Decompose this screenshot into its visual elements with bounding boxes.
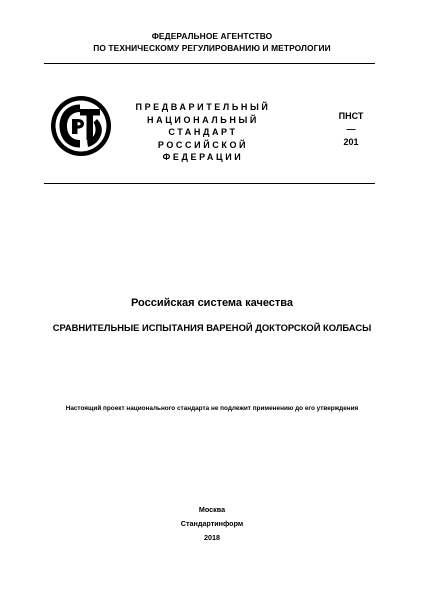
imprint-publisher: Стандартинформ xyxy=(180,519,244,528)
standard-type-line: ФЕДЕРАЦИИ xyxy=(162,152,244,162)
publisher-imprint xyxy=(0,503,424,545)
series-title: Российская система качества xyxy=(130,297,294,309)
imprint-year: 2018 xyxy=(204,533,220,542)
agency-header xyxy=(0,30,424,54)
gost-r-logo-icon xyxy=(50,95,112,157)
standard-type-line: РОССИЙСКОЙ xyxy=(157,139,249,150)
top-divider xyxy=(44,63,375,64)
imprint-city: Москва xyxy=(198,505,226,514)
bottom-divider xyxy=(44,183,375,184)
agency-line-2: ПО ТЕХНИЧЕСКОМУ РЕГУЛИРОВАНИЮ И МЕТРОЛОГИИ xyxy=(93,43,331,53)
standard-type-line: НАЦИОНАЛЬНЫЙ xyxy=(147,114,259,125)
standard-code-dash: — xyxy=(346,124,356,134)
standard-code-number: 201 xyxy=(343,137,359,147)
standard-type-line: ПРЕДВАРИТЕЛЬНЫЙ xyxy=(135,102,271,112)
agency-line-1: ФЕДЕРАЛЬНОЕ АГЕНТСТВО xyxy=(151,31,273,41)
draft-notice: Настоящий проект национального стандарта не подлежит применению до его утверждения xyxy=(65,405,359,412)
document-title: СРАВНИТЕЛЬНЫЕ ИСПЫТАНИЯ ВАРЕНОЙ ДОКТОРСКОЙ КОЛБАСЫ xyxy=(52,322,372,333)
standard-code-prefix: ПНСТ xyxy=(338,111,364,121)
standard-code xyxy=(321,110,381,149)
gost-r-logo-graphic xyxy=(50,95,112,157)
standard-type-title xyxy=(130,101,276,164)
standard-type-line: СТАНДАРТ xyxy=(168,127,238,137)
